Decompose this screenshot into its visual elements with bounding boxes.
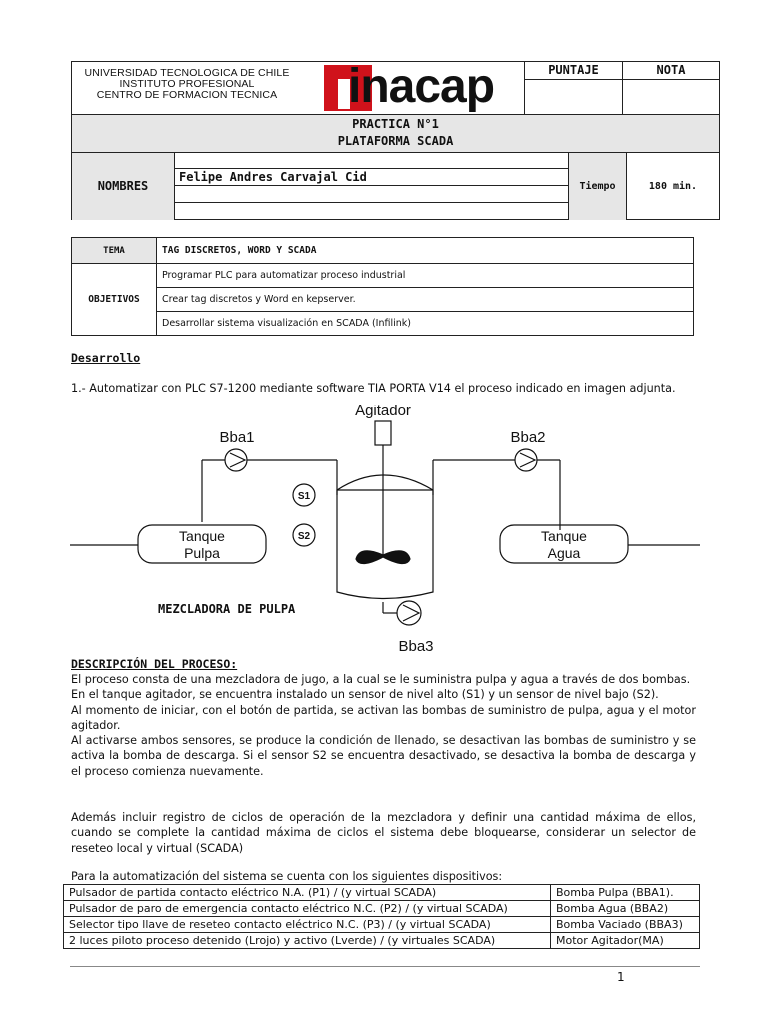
devices-table xyxy=(63,884,700,949)
puntaje-cell xyxy=(525,62,623,115)
plataforma-title: PLATAFORMA SCADA xyxy=(337,134,454,149)
bba2-label: Bba2 xyxy=(510,429,546,446)
tema-table xyxy=(71,237,694,336)
mixer-tank xyxy=(337,475,433,599)
tanque-pulpa-label-2: Pulpa xyxy=(184,545,220,561)
impeller-left xyxy=(356,551,383,564)
nombre-value[interactable]: Felipe Andres Carvajal Cid xyxy=(175,169,568,186)
descripcion-heading: DESCRIPCIÓN DEL PROCESO: xyxy=(71,657,238,671)
process-diagram xyxy=(60,405,710,655)
tiempo-value: 180 min. xyxy=(648,180,698,192)
ademas-paragraph: Además incluir registro de ciclos de operación de la mezcladora y definir una cantidad máxima de ellos, cuando se complete la cantidad máxima de ciclos el sistema debe bloquearse, considerar un selector de reseteo local y virtual (SCADA) xyxy=(71,811,696,855)
device-left-2: Pulsador de paro de emergencia contacto eléctrico N.C. (P2) / (y virtual SCADA) xyxy=(64,901,551,917)
objetivo-1: Programar PLC para automatizar proceso industrial xyxy=(157,264,694,288)
page-number: 1 xyxy=(617,970,625,984)
nombres-label: NOMBRES xyxy=(72,153,175,220)
device-left-3: Selector tipo llave de reseteo contacto eléctrico N.C. (P3) / (y virtual SCADA) xyxy=(64,917,551,933)
tema-value: TAG DISCRETOS, WORD Y SCADA xyxy=(157,238,694,264)
device-row xyxy=(64,901,700,917)
descripcion-p1: El proceso consta de una mezcladora de jugo, a la cual se le suministra pulpa y agua a través de dos bombas. xyxy=(71,673,691,686)
tiempo-label: Tiempo xyxy=(568,153,627,220)
footer-rule xyxy=(70,966,700,967)
objetivos-label: OBJETIVOS xyxy=(72,264,157,336)
device-row xyxy=(64,933,700,949)
objetivo-3: Desarrollar sistema visualización en SCADA (Infilink) xyxy=(157,312,694,336)
objetivo-2: Crear tag discretos y Word en kepserver. xyxy=(157,288,694,312)
puntaje-label: PUNTAJE xyxy=(525,62,622,80)
dispositivos-intro: Para la automatización del sistema se cuenta con los siguientes dispositivos: xyxy=(71,870,503,883)
bba3-label: Bba3 xyxy=(398,638,434,655)
nota-label: NOTA xyxy=(623,62,719,80)
nombres-row xyxy=(72,152,720,219)
tanque-pulpa-label-1: Tanque xyxy=(179,528,225,544)
practica-title: PRACTICA N°1 xyxy=(352,117,439,132)
intro-paragraph: 1.- Automatizar con PLC S7-1200 mediante software TIA PORTA V14 el proceso indicado en imagen adjunta. xyxy=(71,382,676,395)
device-right-3: Bomba Vaciado (BBA3) xyxy=(551,917,700,933)
device-row xyxy=(64,885,700,901)
diagram-caption: MEZCLADORA DE PULPA xyxy=(158,602,296,616)
desarrollo-heading: Desarrollo xyxy=(71,351,141,365)
device-row xyxy=(64,917,700,933)
agitator-motor xyxy=(375,421,391,445)
tema-label: TEMA xyxy=(72,238,157,264)
s1-label: S1 xyxy=(297,491,311,502)
logo-wordmark: inacap xyxy=(348,60,495,113)
impeller-right xyxy=(383,551,410,564)
s2-label: S2 xyxy=(297,531,311,542)
descripcion-p3: Al momento de iniciar, con el botón de partida, se activan las bombas de suministro de pulpa, agua y el motor agitador. xyxy=(71,703,696,732)
title-band xyxy=(72,115,720,152)
tanque-agua-label-1: Tanque xyxy=(541,528,587,544)
device-right-1: Bomba Pulpa (BBA1). xyxy=(551,885,700,901)
device-left-4: 2 luces piloto proceso detenido (Lrojo) y activo (Lverde) / (y virtuales SCADA) xyxy=(64,933,551,949)
descripcion-body xyxy=(71,672,696,779)
university-line-1: UNIVERSIDAD TECNOLOGICA DE CHILE xyxy=(84,67,290,79)
inacap-logo xyxy=(324,60,514,113)
agitador-label: Agitador xyxy=(355,405,411,419)
descripcion-p4: Al activarse ambos sensores, se produce la condición de llenado, se desactivan las bombas de suministro y se activa la bomba de descarga. Si el sensor S2 se encuentra desactivado, se desactiva la bomba de descarga y el proceso comienza nuevamente. xyxy=(71,734,696,778)
device-left-1: Pulsador de partida contacto eléctrico N.A. (P1) / (y virtual SCADA) xyxy=(64,885,551,901)
header-table xyxy=(71,61,720,220)
university-line-2: INSTITUTO PROFESIONAL xyxy=(119,78,255,90)
pump-bba3-icon xyxy=(397,601,421,625)
university-name xyxy=(78,68,296,101)
device-right-4: Motor Agitador(MA) xyxy=(551,933,700,949)
university-line-3: CENTRO DE FORMACION TECNICA xyxy=(96,89,278,101)
bba1-label: Bba1 xyxy=(219,429,255,446)
nota-cell xyxy=(623,62,720,115)
tanque-agua-label-2: Agua xyxy=(547,545,581,561)
descripcion-p2: En el tanque agitador, se encuentra instalado un sensor de nivel alto (S1) y un sensor de nivel bajo (S2). xyxy=(71,688,659,702)
nombres-lines xyxy=(175,153,568,220)
institution-cell xyxy=(72,62,525,115)
device-right-2: Bomba Agua (BBA2) xyxy=(551,901,700,917)
